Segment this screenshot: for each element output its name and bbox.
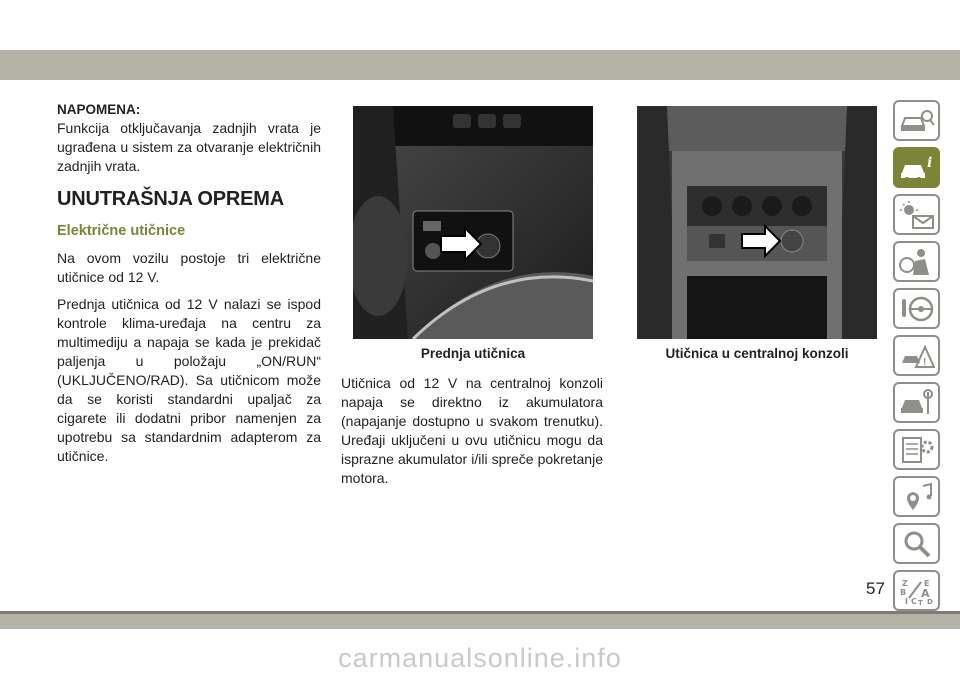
svg-text:I: I bbox=[904, 596, 908, 606]
search-icon[interactable] bbox=[893, 523, 940, 564]
svg-text:E: E bbox=[923, 578, 929, 588]
chapter-tabs bbox=[893, 100, 940, 617]
page-number: 57 bbox=[866, 579, 885, 598]
section-subheading: Električne utičnice bbox=[57, 223, 186, 239]
list-gear-icon[interactable] bbox=[893, 429, 940, 470]
paragraph-2: Prednja utičnica od 12 V nalazi se ispod kontrole klima-uređaja na centru za multimediju a napaja se kada je prekidač paljenja u položaju „ON/RUN“ (UKLJUČENO/RAD). Sa utičnicom može da se koristi standardni upaljač za cigarete ili dodatni pribor namenjen za upotrebu sa standardnim adapterom za utičnice. bbox=[57, 296, 321, 464]
car-wrench-icon[interactable] bbox=[893, 382, 940, 423]
svg-text:A: A bbox=[920, 586, 930, 600]
warning-light-mail-icon[interactable] bbox=[893, 194, 940, 235]
bottom-band bbox=[0, 611, 960, 629]
steering-wheel-icon[interactable] bbox=[893, 288, 940, 329]
car-info-icon[interactable] bbox=[893, 147, 940, 188]
console-outlet-caption: Utičnica u centralnoj konzoli bbox=[665, 346, 849, 361]
front-outlet-photo bbox=[353, 106, 593, 339]
paragraph-1: Na ovom vozilu postoje tri električne utičnice od 12 V. bbox=[57, 250, 321, 285]
alphabet-index-icon[interactable] bbox=[893, 570, 940, 611]
note-body: Funkcija otključavanja zadnjih vrata je ugrađena u sistem za otvaranje električnih zadnjih vrata. bbox=[57, 120, 321, 174]
svg-text:!: ! bbox=[922, 356, 926, 368]
svg-text:D: D bbox=[926, 597, 933, 606]
svg-text:Z: Z bbox=[901, 578, 908, 588]
section-heading: UNUTRAŠNJA OPREMA bbox=[57, 188, 284, 210]
music-location-icon[interactable] bbox=[893, 476, 940, 517]
airbag-person-icon[interactable] bbox=[893, 241, 940, 282]
front-outlet-caption: Prednja utičnica bbox=[420, 346, 526, 361]
svg-text:i: i bbox=[926, 154, 932, 171]
note-title: NAPOMENA: bbox=[57, 102, 141, 117]
triangle-car-icon[interactable] bbox=[893, 335, 940, 376]
watermark: carmanualsonline.info bbox=[338, 643, 622, 673]
svg-text:C: C bbox=[910, 596, 917, 606]
left-column bbox=[57, 100, 321, 466]
console-outlet-photo bbox=[637, 106, 877, 339]
svg-text:B: B bbox=[899, 587, 906, 597]
svg-text:T: T bbox=[917, 598, 923, 606]
top-band bbox=[0, 50, 960, 80]
paragraph-3: Utičnica od 12 V na centralnoj konzoli napaja se direktno iz akumulatora (napajanje dostupno u svakom trenutku). Uređaji uključeni u ovu utičnicu mogu da isprazne akumulator i/ili spreče pokretanje motora. bbox=[341, 375, 603, 486]
car-search-icon[interactable] bbox=[893, 100, 940, 141]
